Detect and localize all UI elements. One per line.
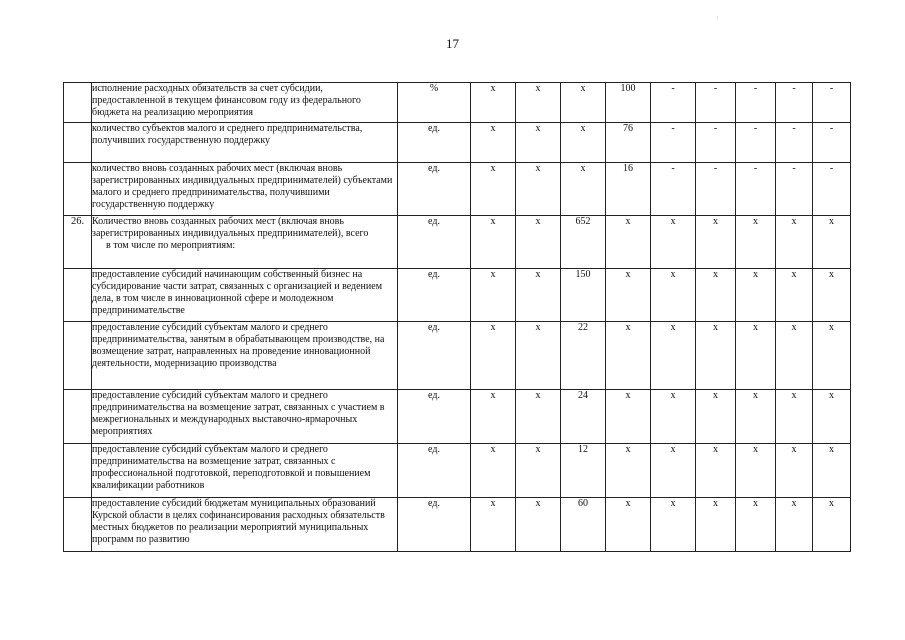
value-cell: х [516,163,561,216]
value-cell: х [471,163,516,216]
value-cell: х [813,498,851,552]
value-cell: х [471,216,516,269]
value-cell: х [516,269,561,322]
value-cell: х [696,390,736,444]
value-cell: 76 [606,123,651,163]
value-cell: х [651,216,696,269]
value-cell: 60 [561,498,606,552]
page-number: 17 [446,36,459,51]
value-cell: х [776,216,813,269]
indicator-name [92,322,398,390]
value-cell: х [776,390,813,444]
row-number [64,390,92,444]
indicator-name [92,390,398,444]
value-cell: х [606,390,651,444]
value-cell: х [696,269,736,322]
value-cell: х [471,390,516,444]
indicator-name [92,269,398,322]
value-cell: - [813,163,851,216]
indicator-text: предоставление субсидий субъектам малого и среднего предпринимательства на возмещение затрат, связанных с профессиональной подготовкой, переподготовкой и повышением квалификации работников [92,444,371,491]
value-cell: х [813,390,851,444]
row-number [64,498,92,552]
value-cell: х [813,216,851,269]
value-cell: 16 [606,163,651,216]
value-cell: х [776,269,813,322]
value-cell: - [776,163,813,216]
data-table [63,82,851,552]
value-cell: х [651,269,696,322]
indicator-subtext: в том числе по мероприятиям: [106,240,236,251]
value-cell: х [776,498,813,552]
value-cell: х [813,322,851,390]
value-cell: х [516,83,561,123]
indicator-name [92,498,398,552]
indicator-name [92,444,398,498]
value-cell: х [606,444,651,498]
unit-cell: ед. [398,444,471,498]
row-number [64,163,92,216]
value-cell: 150 [561,269,606,322]
value-cell: х [516,123,561,163]
value-cell: х [516,444,561,498]
row-number [64,269,92,322]
value-cell: - [736,163,776,216]
indicator-text: исполнение расходных обязательств за счет субсидии, предоставленной в текущем финансовом году из федерального бюджета на реализацию мероприятия [92,83,361,118]
row-number [64,123,92,163]
value-cell: 652 [561,216,606,269]
value-cell: х [561,123,606,163]
indicator-text: количество субъектов малого и среднего предпринимательства, получивших государственную поддержку [92,123,363,146]
table-row [64,163,851,216]
row-number: 26. [64,216,92,269]
table-row [64,498,851,552]
table-row [64,269,851,322]
value-cell: - [776,83,813,123]
indicator-name [92,216,398,269]
value-cell: х [736,269,776,322]
value-cell: х [471,269,516,322]
value-cell: х [651,444,696,498]
value-cell: х [696,322,736,390]
value-cell: х [651,498,696,552]
value-cell: - [736,123,776,163]
value-cell: - [776,123,813,163]
value-cell: х [516,216,561,269]
indicator-text: предоставление субсидий субъектам малого и среднего предпринимательства на возмещение затрат, связанных с участием в межрегиональных и международных выставочно-ярмарочных мероприятиях [92,390,385,437]
value-cell: х [471,83,516,123]
indicator-text: предоставление субсидий начинающим собственный бизнес на субсидирование части затрат, связанных с организацией и ведением дела, в том числе в инновационной сфере и молодежном предпринимательстве [92,269,383,316]
value-cell: х [736,444,776,498]
value-cell: 12 [561,444,606,498]
indicator-name [92,83,398,123]
indicator-text: Количество вновь созданных рабочих мест (включая вновь зарегистрированных индивидуальных предпринимателей), всего [92,216,369,239]
value-cell: х [736,390,776,444]
value-cell: 100 [606,83,651,123]
value-cell: х [696,498,736,552]
value-cell: х [516,322,561,390]
value-cell: х [776,444,813,498]
value-cell: 24 [561,390,606,444]
value-cell: х [561,83,606,123]
value-cell: - [696,83,736,123]
value-cell: - [813,83,851,123]
value-cell: х [516,498,561,552]
value-cell: х [471,123,516,163]
table-row [64,390,851,444]
value-cell: х [471,444,516,498]
value-cell: х [776,322,813,390]
row-number [64,322,92,390]
value-cell: х [606,216,651,269]
value-cell: - [736,83,776,123]
unit-cell: % [398,83,471,123]
unit-cell: ед. [398,163,471,216]
value-cell: х [561,163,606,216]
indicator-name [92,123,398,163]
indicator-text: предоставление субсидий субъектам малого и среднего предпринимательства, занятым в обрабатывающем производстве, на возмещение затрат, направленных на проведение инновационной деятельности, модернизацию производства [92,322,385,369]
row-number [64,83,92,123]
value-cell: х [606,269,651,322]
value-cell: х [516,390,561,444]
row-number [64,444,92,498]
unit-cell: ед. [398,269,471,322]
value-cell: х [736,322,776,390]
value-cell: х [651,390,696,444]
value-cell: - [696,123,736,163]
value-cell: х [606,498,651,552]
value-cell: - [651,123,696,163]
unit-cell: ед. [398,123,471,163]
value-cell: х [606,322,651,390]
value-cell: - [813,123,851,163]
value-cell: х [696,444,736,498]
value-cell: х [696,216,736,269]
value-cell: х [813,444,851,498]
value-cell: х [736,498,776,552]
unit-cell: ед. [398,390,471,444]
unit-cell: ед. [398,498,471,552]
unit-cell: ед. [398,322,471,390]
table-row [64,216,851,269]
indicator-name [92,163,398,216]
scan-artifact: · [716,12,719,22]
value-cell: х [471,322,516,390]
table-row [64,123,851,163]
unit-cell: ед. [398,216,471,269]
table-row [64,83,851,123]
table-row [64,322,851,390]
value-cell: х [736,216,776,269]
value-cell: 22 [561,322,606,390]
value-cell: - [651,83,696,123]
value-cell: - [696,163,736,216]
table-row [64,444,851,498]
value-cell: х [813,269,851,322]
value-cell: - [651,163,696,216]
value-cell: х [651,322,696,390]
value-cell: х [471,498,516,552]
indicator-text: количество вновь созданных рабочих мест (включая вновь зарегистрированных индивидуальных предпринимателей) субъектами малого и среднего предпринимательства, получившими государственную поддержку [92,163,393,210]
indicator-text: предоставление субсидий бюджетам муниципальных образований Курской области в целях софинансирования расходных обязательств местных бюджетов по реализации мероприятий муниципальных программ по развитию [92,498,385,545]
